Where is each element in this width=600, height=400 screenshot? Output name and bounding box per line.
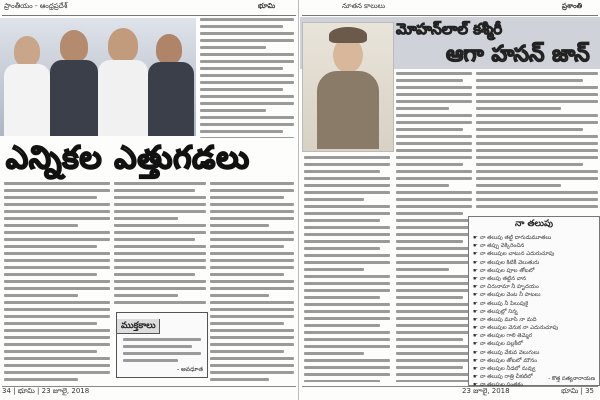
portrait-cap: [329, 27, 367, 43]
sidebar-signature: - కొత్త సత్యనారాయణ: [548, 376, 595, 382]
person-1: [14, 36, 40, 66]
right-footer-page: భూమి | 35: [561, 387, 594, 395]
person-2: [60, 30, 88, 62]
poem-line: ☛ నా తలుపు నీ పిలుపుకై: [473, 300, 595, 308]
right-running-head: నూతన కాలులు: [342, 2, 386, 10]
writer-portrait: [302, 22, 394, 152]
left-column-text-2: [114, 182, 206, 308]
poem-line: ☛ నా తలుపుల చాటున ఎదురుచూపు: [473, 250, 595, 258]
poem-line: ☛ నా తలపుల పూల తోటలో: [473, 267, 595, 275]
poem-sidebar: [468, 216, 600, 389]
left-column-text-3: [210, 182, 294, 382]
person-3: [108, 28, 138, 62]
right-page: [300, 0, 600, 400]
poem-line: ☛ నా తప్పు వెక్కిరించిన: [473, 242, 595, 250]
person-4: [156, 34, 182, 64]
person-3-body: [98, 60, 148, 136]
box-signature: - అవధూత: [176, 366, 203, 373]
poem-line: ☛ నా తలపుల సంతకం: [473, 381, 595, 389]
right-header-rule: [302, 15, 598, 16]
article-headline: ఎన్నికల ఎత్తుగడలు: [6, 140, 250, 176]
box-title: ముక్తకాలు: [117, 319, 160, 334]
poem-line: ☛ నా తలుపుల వెనుక నా ఎదురుచూపు: [473, 324, 595, 332]
poem-line: ☛ నా తలుపు మూసి నా మది: [473, 316, 595, 324]
left-page: [0, 0, 299, 400]
poem-lines: [469, 234, 599, 390]
poem-line: ☛ నా తలుపు తట్టి దాగుడుమూతలు: [473, 234, 595, 242]
person-2-body: [50, 60, 98, 136]
left-column-text-top: [200, 18, 294, 138]
poem-line: ☛ నా తలపుల గాలి తెమ్మెర: [473, 332, 595, 340]
person-4-body: [148, 62, 194, 136]
left-running-head: ప్రాంతీయం - ఆంధ్రప్రదేశ్: [4, 2, 68, 10]
right-footer-date: 23 జూలై, 2018: [462, 387, 510, 395]
muktakalu-box: [116, 312, 208, 378]
portrait-body: [317, 71, 379, 149]
poem-line: ☛ నా తలపుల తోటలో మౌనం: [473, 357, 595, 365]
right-column-text-0: [304, 156, 390, 382]
right-column-text-2: [476, 72, 598, 212]
banner-title-line-1: మోహన్‌లాల్ కశ్మీరీ: [396, 20, 503, 38]
sidebar-title: నా తలుపు: [515, 219, 553, 229]
left-column-text-1: [4, 182, 110, 382]
poem-line: ☛ నా తలపు తట్టిన వాన: [473, 275, 595, 283]
poem-line: ☛ నా తలపుల కిటికీ వెలుతురు: [473, 259, 595, 267]
right-page-logo: ప్రశాంతి: [562, 2, 583, 10]
left-page-footer: 34 | భూమి | 23 జూలై, 2018: [2, 386, 296, 399]
poem-line: ☛ నా తలపుల పల్లకీలో: [473, 340, 595, 348]
poem-line: ☛ నా తలపుల్లో నిన్న: [473, 308, 595, 316]
right-page-footer: [302, 386, 598, 399]
left-header-rule: [2, 15, 296, 16]
politicians-photo: [0, 18, 196, 136]
poem-line: ☛ నా చిరునామా నీ హృదయం: [473, 283, 595, 291]
banner-title-line-2: ఆగా హసన్ జాన్: [446, 42, 590, 67]
person-1-body: [4, 64, 50, 136]
left-page-logo: భూమి: [258, 2, 276, 10]
poem-line: ☛ నా తలుపు రాత్రి చీకటిలో: [473, 373, 595, 381]
poem-line: ☛ నా తలుపు వేకువ వెలుగులు: [473, 349, 595, 357]
poem-line: ☛ నా తలపుల నీడలో నువ్వు: [473, 365, 595, 373]
right-column-text-1: [396, 72, 472, 382]
poem-line: ☛ నా తలపుల వెంట నీ పాటలు: [473, 291, 595, 299]
